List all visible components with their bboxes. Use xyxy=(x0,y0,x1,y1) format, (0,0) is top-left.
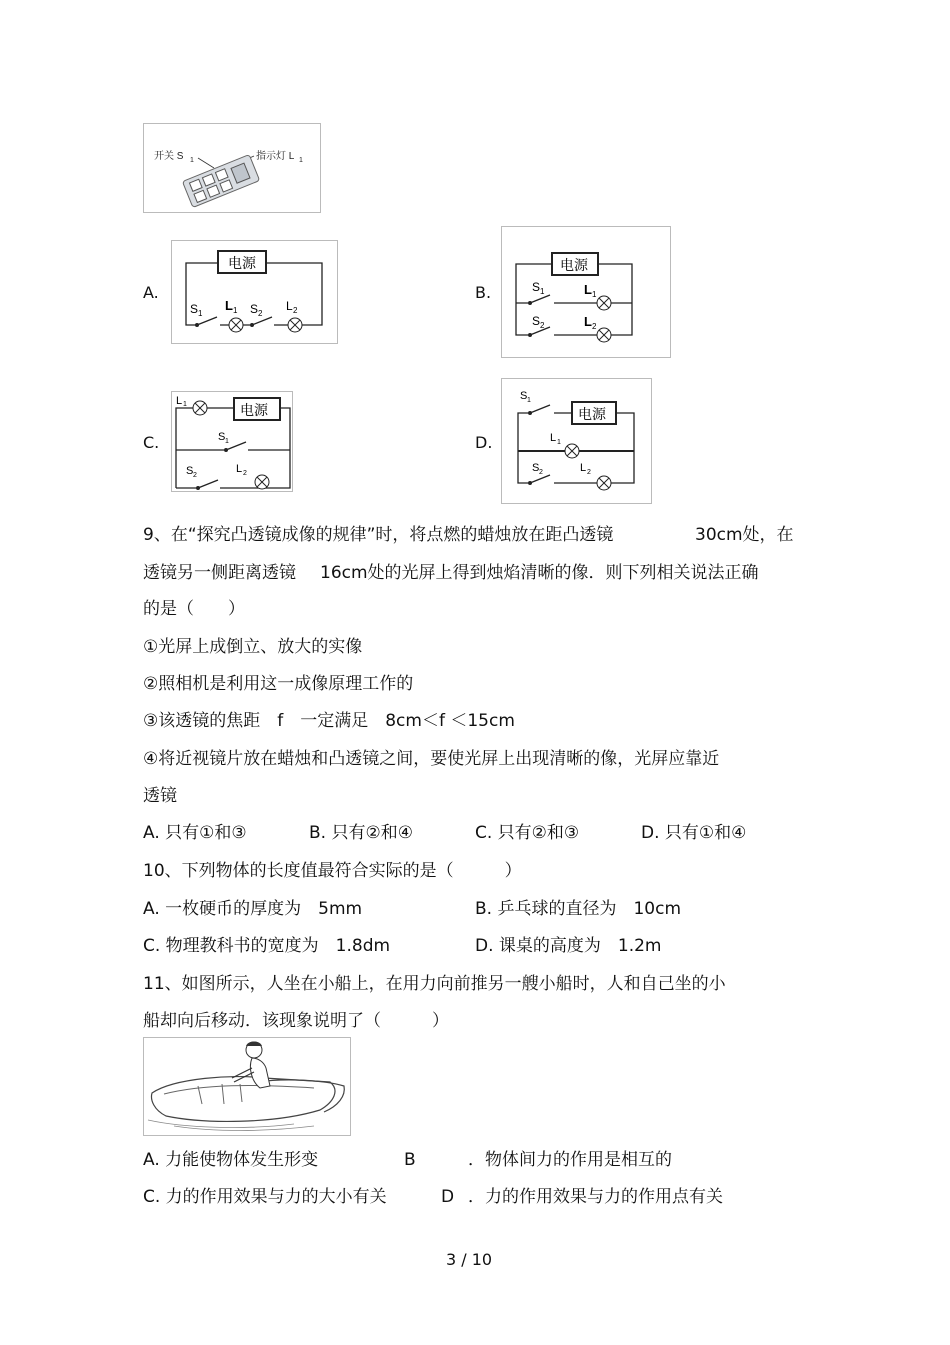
svg-text:电源: 电源 xyxy=(560,257,588,273)
svg-text:L: L xyxy=(550,432,557,444)
q10-stem: 10、下列物体的长度值最符合实际的是（ ） xyxy=(143,861,522,881)
switch-label: 开关 S xyxy=(154,151,184,162)
q9-statement-4b: 透镜 xyxy=(143,786,177,806)
svg-text:S: S xyxy=(520,390,528,402)
q9-line1: 9、在“探究凸透镜成像的规律”时，将点燃的蜡烛放在距凸透镜 xyxy=(143,525,614,545)
svg-text:1: 1 xyxy=(183,401,187,408)
q10-option-a[interactable]: A. 一枚硬币的厚度为 5mm xyxy=(143,899,363,919)
option-d-letter: D. xyxy=(475,433,493,452)
q9-statement-4a: ④将近视镜片放在蜡烛和凸透镜之间，要使光屏上出现清晰的像，光屏应靠近 xyxy=(143,749,720,769)
svg-text:L: L xyxy=(580,462,587,474)
q11-option-b-letter[interactable]: B xyxy=(404,1150,416,1170)
svg-text:1: 1 xyxy=(527,397,531,404)
svg-text:L: L xyxy=(286,299,293,313)
q9-option-b[interactable]: B. 只有②和④ xyxy=(309,823,413,843)
q11-option-d-text[interactable]: ．力的作用效果与力的作用点有关 xyxy=(468,1187,723,1207)
svg-text:1: 1 xyxy=(198,309,203,318)
svg-text:2: 2 xyxy=(193,472,197,479)
svg-text:S: S xyxy=(532,280,541,294)
svg-text:2: 2 xyxy=(592,322,597,331)
svg-text:1: 1 xyxy=(299,157,303,164)
q9-statement-2: ②照相机是利用这一成像原理工作的 xyxy=(143,674,414,694)
power-label: 电源 xyxy=(228,255,256,271)
q9-option-a[interactable]: A. 只有①和③ xyxy=(143,823,247,843)
circuit-d xyxy=(501,378,652,504)
q9-statement-3: ③该透镜的焦距 f 一定满足 8cm＜f ＜15cm xyxy=(143,711,515,731)
svg-text:S: S xyxy=(218,431,226,443)
q9-statement-1: ①光屏上成倒立、放大的实像 xyxy=(143,637,363,657)
svg-text:2: 2 xyxy=(243,470,247,477)
q11-option-b-text[interactable]: ．物体间力的作用是相互的 xyxy=(468,1150,672,1170)
svg-text:L: L xyxy=(236,463,243,475)
svg-text:1: 1 xyxy=(592,290,597,299)
svg-text:L: L xyxy=(225,298,233,313)
svg-text:2: 2 xyxy=(258,309,263,318)
q11-line2: 船却向后移动．该现象说明了（ ） xyxy=(143,1011,449,1031)
svg-text:2: 2 xyxy=(293,306,298,315)
q11-line1: 11、如图所示，人坐在小船上，在用力向前推另一艘小船时，人和自己坐的小 xyxy=(143,974,726,994)
q11-option-a[interactable]: A. 力能使物体发生形变 xyxy=(143,1150,319,1170)
svg-text:1: 1 xyxy=(233,306,238,315)
svg-text:2: 2 xyxy=(540,321,545,330)
svg-text:1: 1 xyxy=(540,287,545,296)
q11-option-c[interactable]: C. 力的作用效果与力的大小有关 xyxy=(143,1187,387,1207)
svg-text:2: 2 xyxy=(539,469,543,476)
svg-text:L: L xyxy=(176,395,183,407)
option-c-letter: C. xyxy=(143,433,160,452)
q9-line2: 透镜另一侧距离透镜 xyxy=(143,563,296,583)
q9-line1b: 30cm处，在 xyxy=(695,525,794,545)
svg-text:1: 1 xyxy=(225,438,229,445)
option-a-letter: A. xyxy=(143,283,159,302)
page-number: 3 / 10 xyxy=(446,1250,493,1269)
circuit-b xyxy=(501,226,671,358)
boat-figure xyxy=(143,1037,351,1136)
svg-text:电源: 电源 xyxy=(578,406,606,422)
lamp-label: 指示灯 L xyxy=(256,151,295,162)
q10-option-d[interactable]: D. 课桌的高度为 1.2m xyxy=(475,936,662,956)
q9-line3: 的是（ ） xyxy=(143,599,245,619)
circuit-a xyxy=(171,240,338,344)
q9-option-d[interactable]: D. 只有①和④ xyxy=(641,823,747,843)
svg-text:2: 2 xyxy=(587,469,591,476)
q10-option-c[interactable]: C. 物理教科书的宽度为 1.8dm xyxy=(143,936,391,956)
svg-text:1: 1 xyxy=(557,439,561,446)
q9-line2b: 16cm处的光屏上得到烛焰清晰的像．则下列相关说法正确 xyxy=(320,563,759,583)
power-strip-figure xyxy=(143,123,321,213)
q9-option-c[interactable]: C. 只有②和③ xyxy=(475,823,580,843)
svg-text:L: L xyxy=(584,314,592,329)
svg-text:S: S xyxy=(186,465,194,477)
svg-text:S: S xyxy=(532,462,540,474)
svg-text:S: S xyxy=(250,302,259,316)
svg-text:L: L xyxy=(584,282,592,297)
svg-text:电源: 电源 xyxy=(240,402,268,418)
option-b-letter: B. xyxy=(475,283,492,302)
q11-option-d-letter[interactable]: D xyxy=(441,1187,455,1207)
circuit-c xyxy=(171,391,293,492)
q10-option-b[interactable]: B. 乒乓球的直径为 10cm xyxy=(475,899,682,919)
svg-text:1: 1 xyxy=(190,157,194,164)
svg-text:S: S xyxy=(190,302,199,316)
svg-text:S: S xyxy=(532,314,541,328)
